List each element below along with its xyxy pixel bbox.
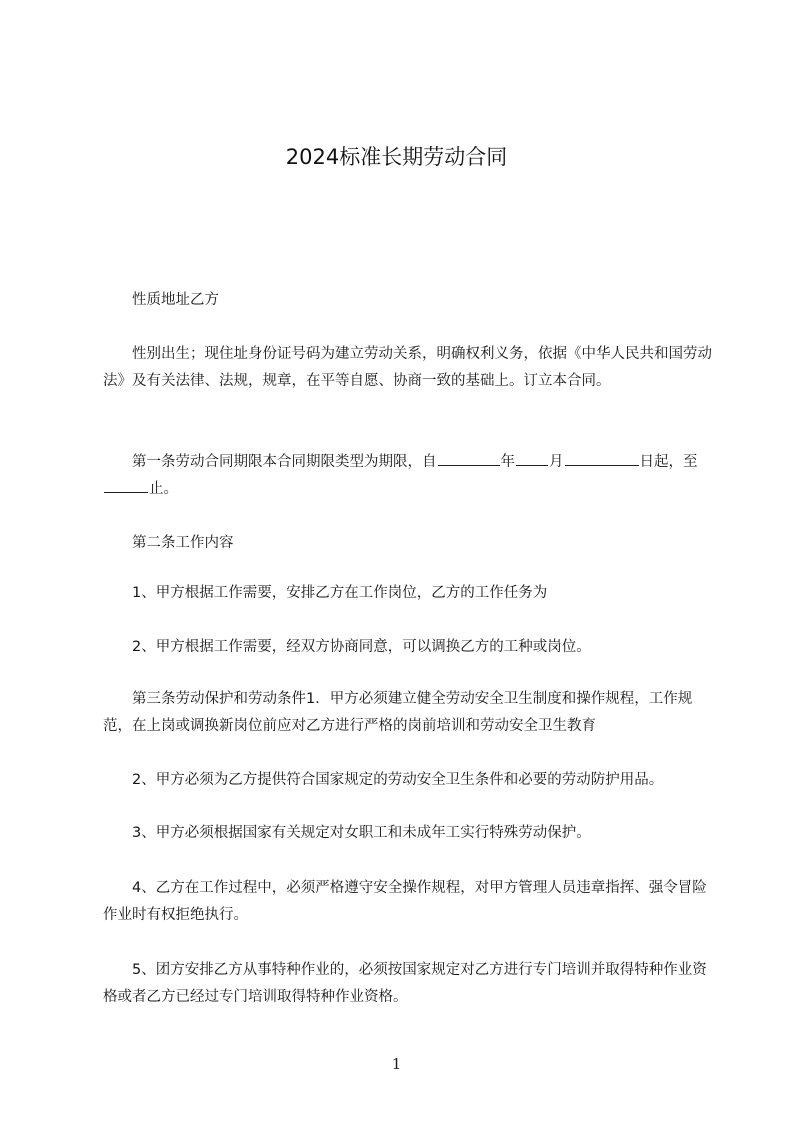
article-1-text-b: 年 [500, 454, 515, 470]
end-date-blank[interactable] [104, 478, 148, 493]
article-1-text-a: 第一条劳动合同期限本合同期限类型为期限，自 [103, 454, 437, 470]
paragraph-article-3: 第三条劳动保护和劳动条件1．甲方必须建立健全劳动安全卫生制度和操作规程，工作规范，在上岗或调换新岗位前应对乙方进行严格的岗前培训和劳动安全卫生教育 [103, 691, 693, 734]
paragraph-article-2-item-2: 2、甲方根据工作需要，经双方协商同意，可以调换乙方的工种或岗位。 [103, 639, 591, 655]
article-1-text-e: 止。 [149, 481, 178, 497]
paragraph-article-2-item-1: 1、甲方根据工作需要，安排乙方在工作岗位，乙方的工作任务为 [103, 585, 548, 601]
paragraph-article-3-item-2: 2、甲方必须为乙方提供符合国家规定的劳动安全卫生条件和必要的劳动防护用品。 [103, 772, 664, 788]
paragraph-preamble: 性别出生；现住址身份证号码为建立劳动关系，明确权利义务，依据《中华人民共和国劳动法》及有关法律、法规，规章，在平等自愿、协商一致的基础上。订立本合同。 [103, 346, 712, 389]
document-title: 2024标准长期劳动合同 [285, 145, 508, 169]
paragraph-parties: 性质地址乙方 [103, 292, 219, 308]
page-number: 1 [391, 1055, 402, 1073]
paragraph-article-1-term [103, 449, 715, 503]
paragraph-article-2-heading: 第二条工作内容 [103, 535, 234, 551]
article-1-text-d: 日起，至 [639, 454, 698, 470]
article-1-text-c: 月 [549, 454, 564, 470]
month-blank[interactable] [516, 451, 548, 466]
year-start-blank[interactable] [438, 451, 500, 466]
paragraph-article-3-item-3: 3、甲方必须根据国家有关规定对女职工和未成年工实行特殊劳动保护。 [103, 825, 591, 841]
paragraph-article-3-item-5: 5、团方安排乙方从事特种作业的，必须按国家规定对乙方进行专门培训并取得特种作业资格或者乙方已经过专门培训取得特种作业资格。 [103, 962, 707, 1005]
day-blank[interactable] [565, 451, 639, 466]
paragraph-article-3-item-4: 4、乙方在工作过程中，必须严格遵守安全操作规程，对甲方管理人员违章指挥、强令冒险作业时有权拒绝执行。 [103, 880, 707, 923]
